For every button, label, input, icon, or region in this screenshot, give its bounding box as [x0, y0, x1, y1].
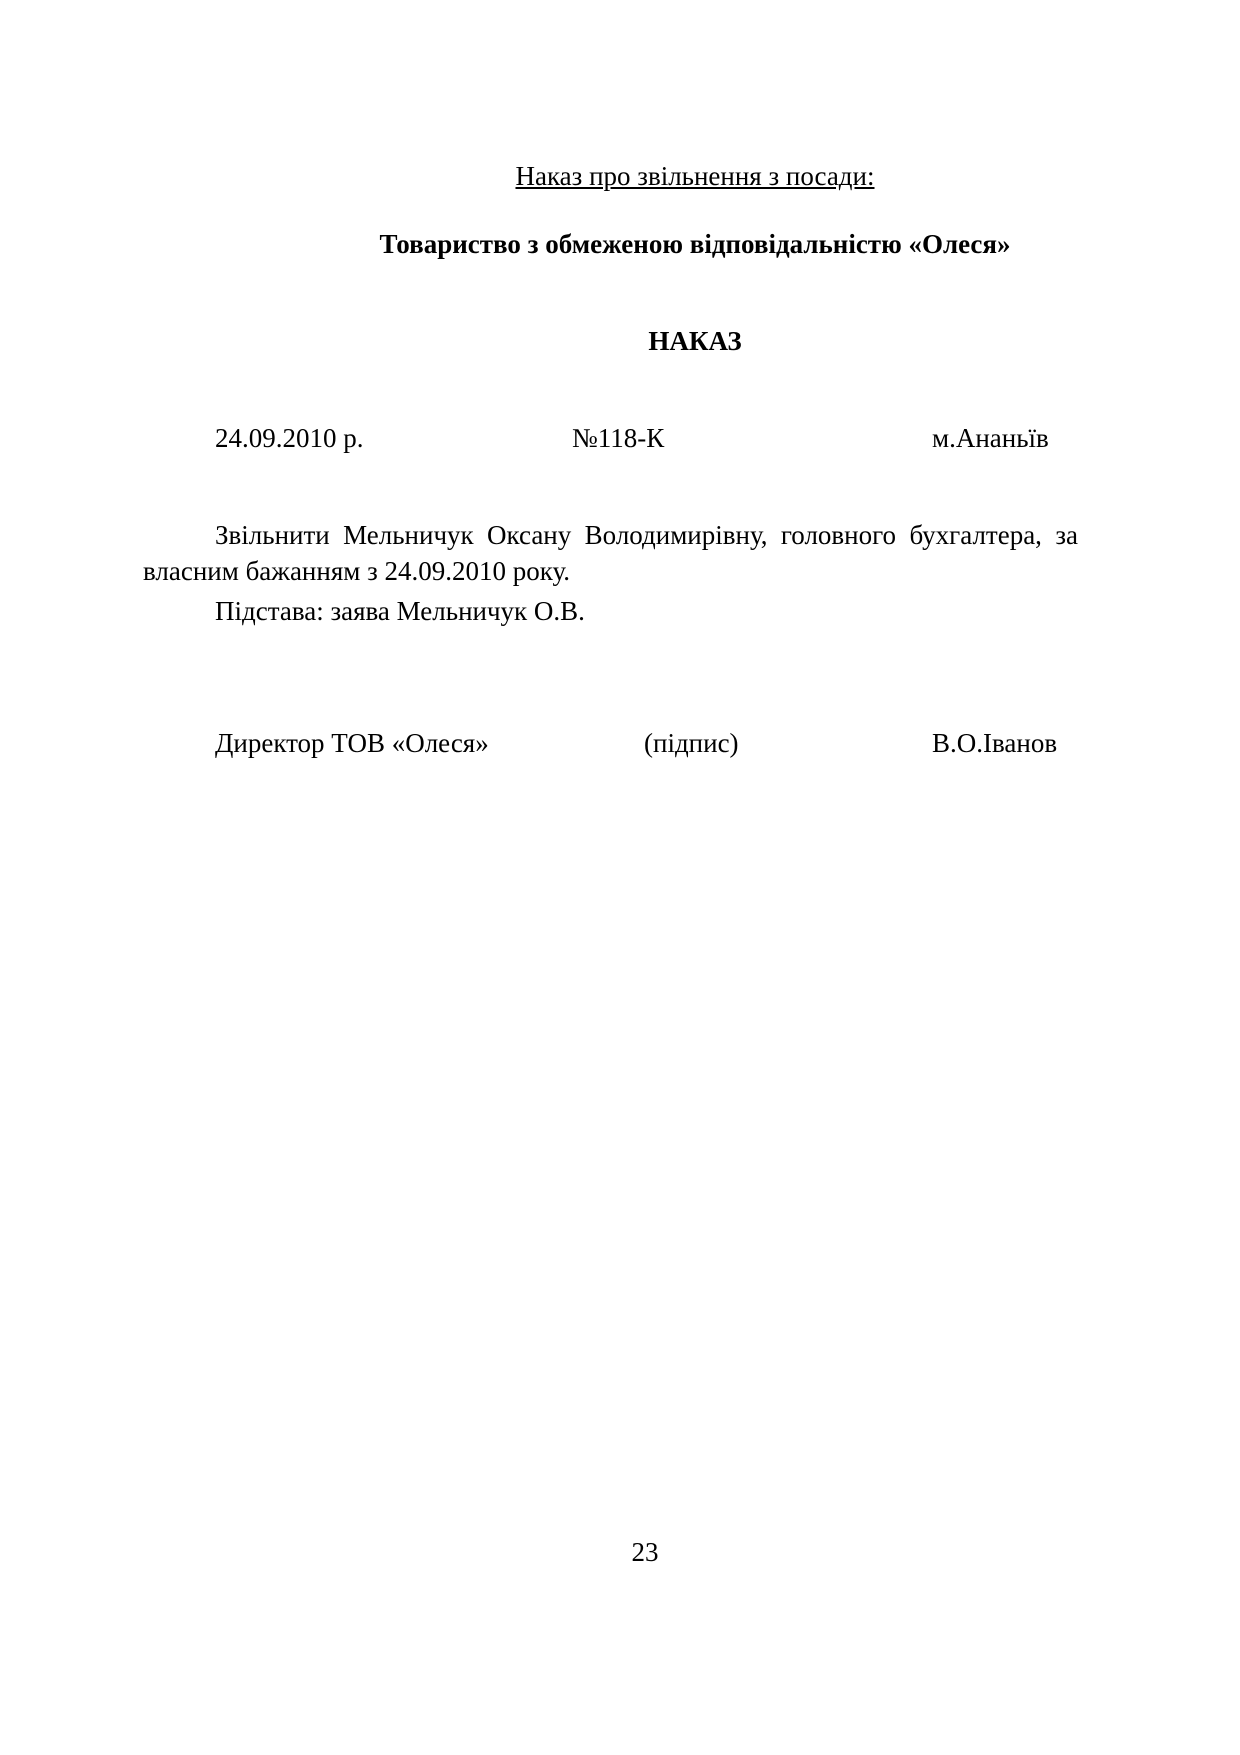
signatory-title: Директор ТОВ «Олеся»	[215, 728, 489, 758]
signature-mark: (підпис)	[644, 728, 739, 758]
order-basis: Підстава: заява Мельничук О.В.	[215, 596, 585, 626]
document-caption: Наказ про звільнення з посади:	[515, 161, 875, 191]
order-body-text: Звільнити Мельничук Оксану Володимирівну, головного бухгалтера, за власним бажанням з 24.09.2010 року.	[143, 520, 1078, 586]
organization-name: Товариство з обмеженою відповідальністю «Олеся»	[379, 229, 1011, 259]
order-date: 24.09.2010 р.	[215, 423, 364, 453]
order-number: №118-К	[572, 423, 665, 453]
order-city: м.Ананьїв	[932, 423, 1049, 453]
signatory-name: В.О.Іванов	[932, 728, 1058, 758]
document-heading: НАКАЗ	[648, 326, 742, 356]
page-number: 23	[631, 1537, 659, 1567]
